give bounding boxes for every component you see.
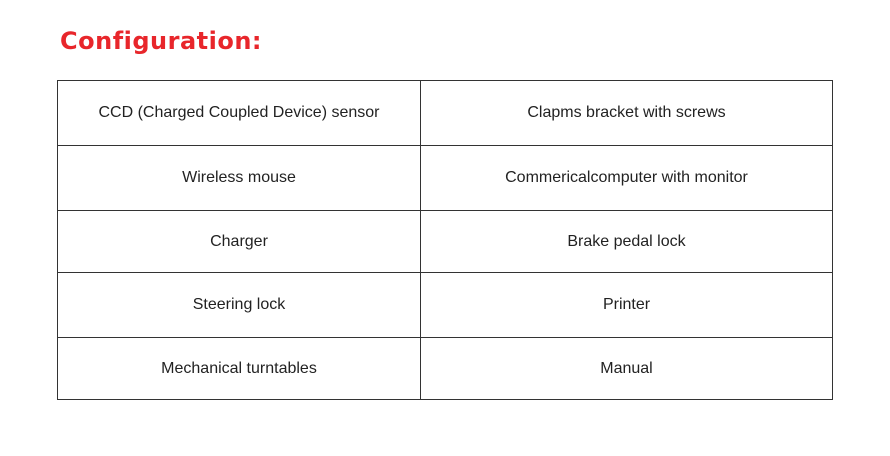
configuration-table <box>57 80 833 400</box>
table-row <box>58 273 833 338</box>
table-cell-item: Manual <box>421 338 833 400</box>
table-row <box>58 211 833 273</box>
table-cell-item: Clapms bracket with screws <box>421 81 833 146</box>
table-cell-item: Steering lock <box>58 273 421 338</box>
table-cell-item: Wireless mouse <box>58 146 421 211</box>
table-cell-item: Mechanical turntables <box>58 338 421 400</box>
table-cell-item: Brake pedal lock <box>421 211 833 273</box>
table-cell-item: Commericalcomputer with monitor <box>421 146 833 211</box>
table-cell-item: Charger <box>58 211 421 273</box>
configuration-heading: Configuration: <box>60 27 263 55</box>
table-row <box>58 146 833 211</box>
table-row <box>58 81 833 146</box>
table-cell-item: Printer <box>421 273 833 338</box>
table-row <box>58 338 833 400</box>
table-cell-item: CCD (Charged Coupled Device) sensor <box>58 81 421 146</box>
